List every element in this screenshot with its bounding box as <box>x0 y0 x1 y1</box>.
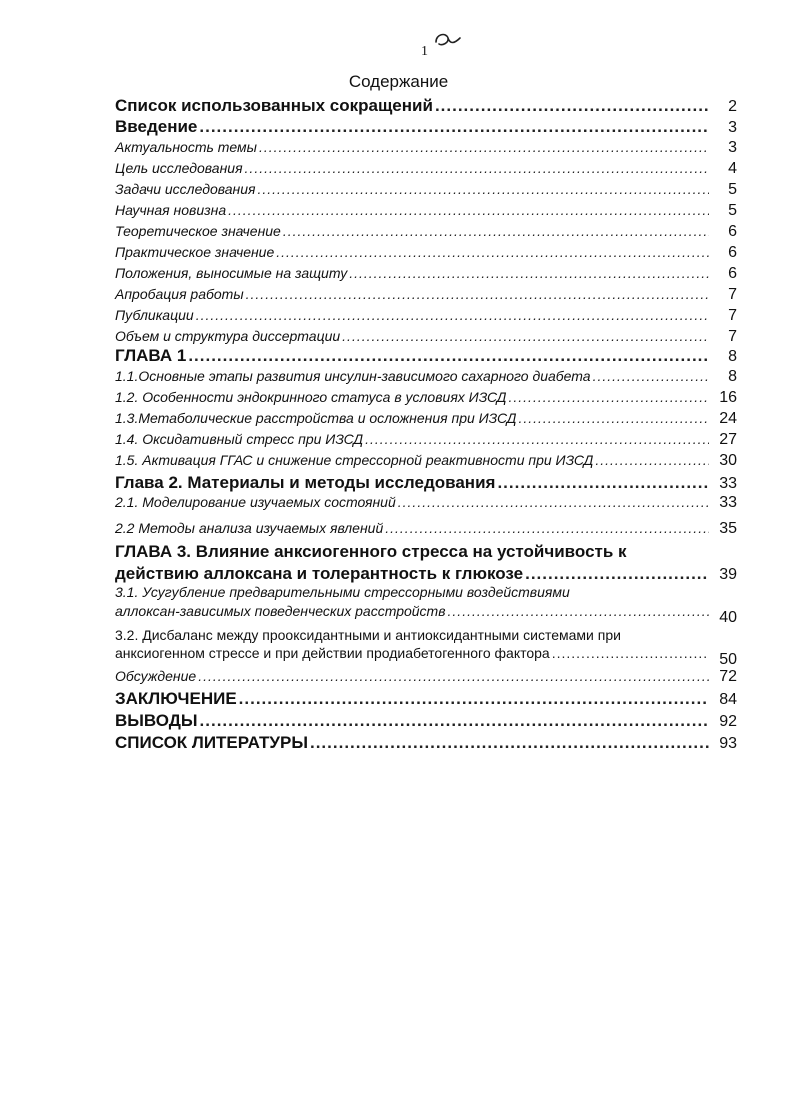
toc-entry[interactable]: Публикации ..... 7 <box>115 307 737 325</box>
toc-entry-discussion[interactable]: Обсуждение ..... 72 <box>115 668 737 686</box>
toc-entry[interactable]: 2.1. Моделирование изучаемых состояний ..... 33 <box>115 494 737 512</box>
toc-entry-3-2-line1[interactable]: 3.2. Дисбаланс между прооксидантными и антиоксидантными системами при <box>115 627 621 643</box>
toc-entry[interactable]: Объем и структура диссертации ..... 7 <box>115 328 737 346</box>
toc-entry[interactable]: 1.5. Активация ГГАС и снижение стрессорной реактивности при ИЗСД ..... 30 <box>115 452 737 470</box>
toc-entry-chapter-3[interactable]: действию аллоксана и толерантность к глюкозе ..... 39 <box>115 564 737 584</box>
toc-entry-3-1-line1[interactable]: 3.1. Усугубление предварительными стрессорными воздействиями <box>115 584 570 600</box>
toc-entry-abbreviations[interactable]: Список использованных сокращений ..... 2 <box>115 96 737 116</box>
handwritten-mark <box>432 28 462 50</box>
toc-entry-introduction[interactable]: Введение ..... 3 <box>115 117 737 137</box>
toc-entry-conclusion[interactable]: ЗАКЛЮЧЕНИЕ ..... 84 <box>115 689 737 709</box>
toc-entry[interactable]: Научная новизна ..... 5 <box>115 202 737 220</box>
toc-entry[interactable]: Задачи исследования ..... 5 <box>115 181 737 199</box>
toc-entry[interactable]: Положения, выносимые на защиту ..... 6 <box>115 265 737 283</box>
toc-entry-chapter-3-line1[interactable]: ГЛАВА 3. Влияние анксиогенного стресса на устойчивость к <box>115 542 627 561</box>
toc-title: Содержание <box>348 72 449 91</box>
toc-entry[interactable]: Теоретическое значение ..... 6 <box>115 223 737 241</box>
toc-entry-chapter-1[interactable]: ГЛАВА 1 ..... 8 <box>115 346 737 366</box>
toc-entry-findings[interactable]: ВЫВОДЫ ..... 92 <box>115 711 737 731</box>
toc-entry[interactable]: Практическое значение ..... 6 <box>115 244 737 262</box>
page-number: 1 <box>421 44 428 59</box>
toc-entry[interactable]: 1.3.Метаболические расстройства и осложнения при ИЗСД ..... 24 <box>115 410 737 428</box>
toc-entry[interactable]: 2.2 Методы анализа изучаемых явлений ..... 35 <box>115 520 737 538</box>
toc-entry[interactable]: 1.1.Основные этапы развития инсулин-зависимого сахарного диабета ..... 8 <box>115 368 737 386</box>
toc-entry[interactable]: Актуальность темы ..... 3 <box>115 139 737 157</box>
toc-entry[interactable]: Апробация работы ..... 7 <box>115 286 737 304</box>
toc-entry[interactable]: Цель исследования ..... 4 <box>115 160 737 178</box>
toc-entry-references[interactable]: СПИСОК ЛИТЕРАТУРЫ ..... 93 <box>115 733 737 753</box>
toc-entry[interactable]: 1.2. Особенности эндокринного статуса в условиях ИЗСД ..... 16 <box>115 389 737 407</box>
toc-entry-3-1[interactable]: аллоксан-зависимых поведенческих расстройств ..... 40 <box>115 603 737 621</box>
toc-entry-3-2[interactable]: анксиогенном стрессе и при действии продиабетогенного фактора ..... 50 <box>115 645 737 663</box>
toc-entry[interactable]: 1.4. Оксидативный стресс при ИЗСД ..... 27 <box>115 431 737 449</box>
toc-entry-chapter-2[interactable]: Глава 2. Материалы и методы исследования ..... 33 <box>115 473 737 493</box>
